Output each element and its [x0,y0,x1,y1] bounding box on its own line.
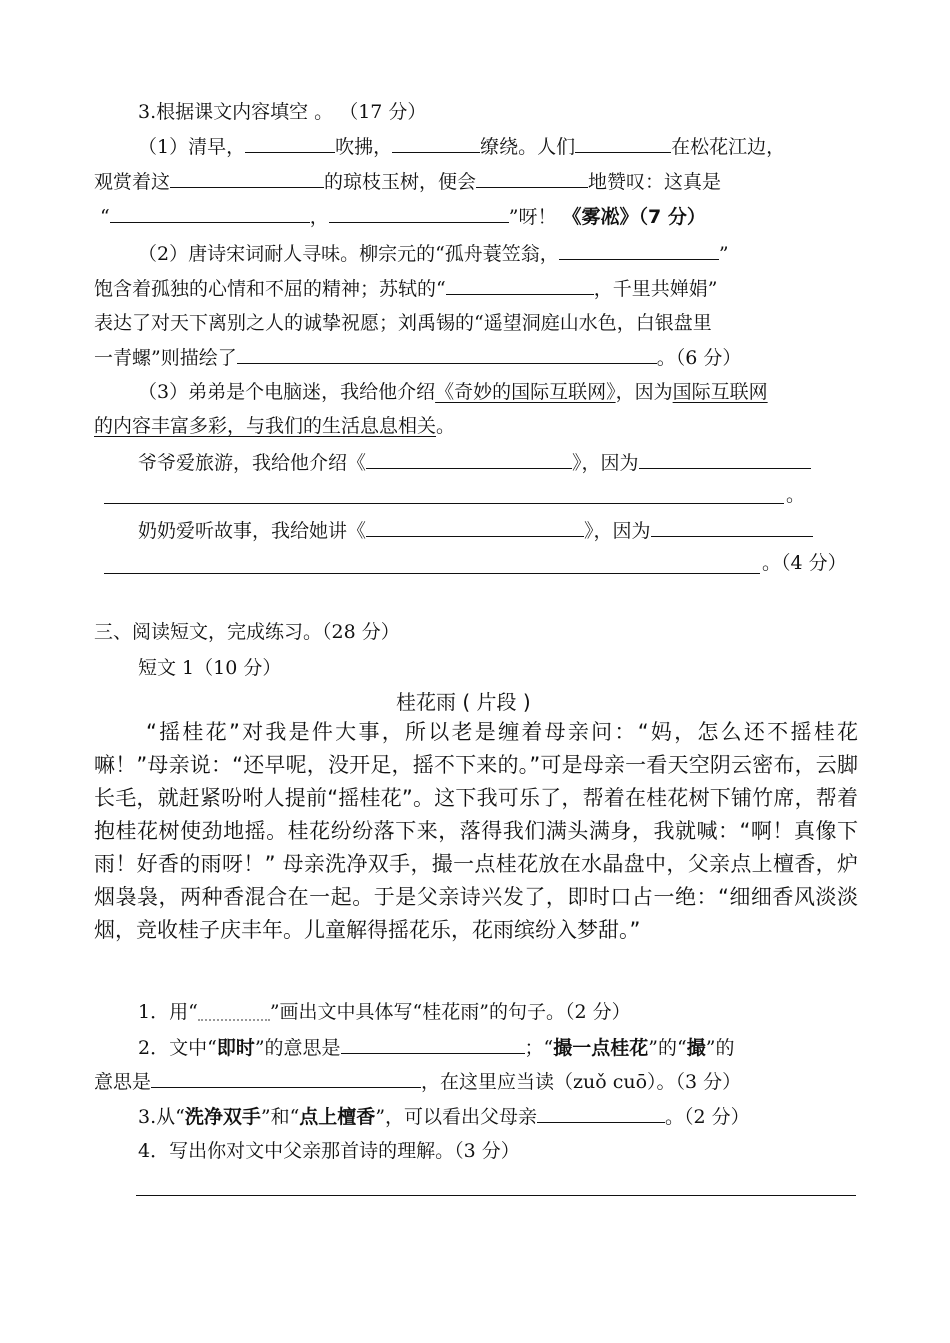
question-text: 意思是 [94,1071,152,1093]
blank-field[interactable] [366,516,584,537]
q3-p2-text: 。（6 分） [656,347,742,369]
q3-p2-text: 一青螺”则描绘了 [94,347,237,369]
q3-p2-line2 [94,274,717,303]
question-1 [138,998,631,1026]
q3-p3-grandpa [138,448,811,477]
passage-text: “摇桂花”对我是件大事，所以老是缠着母亲问：“妈，怎么还不摇桂花嘛！”母亲说：“还早呢，没开足，摇不下来的。”可是母亲一看天空阴云密布，云脚长毛，就赶紧吩咐人提前“摇桂花”。这下我可乐了，帮着在桂花树下铺竹席，帮着抱桂花树使劲地摇。桂花纷纷落下来，落得我们满头满身，我就喊：“啊！真像下雨！好香的雨呀！” 母亲洗净双手，撮一点桂花放在水晶盘中，父亲点上檀香，炉烟袅袅，两种香混合在一起。于是父亲诗兴发了，即时口占一绝：“细细香风淡淡烟，竞收桂子庆丰年。儿童解得摇花乐，花雨缤纷入梦甜。” [94,720,858,942]
blank-field[interactable] [245,132,335,153]
question-keyword: 即时 [216,1037,255,1059]
blank-field[interactable] [110,202,310,223]
q3-p3-text: 》，因为 [584,520,651,542]
blank-field[interactable] [392,132,480,153]
q3-p1-text: 观赏着这 [94,171,171,193]
blank-field[interactable] [651,516,813,537]
q3-p3-text: 。 [436,415,456,437]
q3-p2-line3: 表达了对天下离别之人的诚挚祝愿；刘禹锡的“遥望洞庭山水色，白银盘里 [94,312,712,334]
question-keyword: 撮 [686,1037,706,1059]
q3-p3-grandma [138,516,813,545]
q3-p2-text: ，千里共婵娟” [593,278,718,300]
q3-p1-line3 [100,202,706,231]
q3-p1-text: ”呀！ [508,206,563,228]
q3-p1-text: （1）清早， [138,136,246,158]
q3-p2-text: 饱含着孤独的心情和不屈的精神；苏轼的“ [94,278,446,300]
blank-field[interactable] [366,448,572,469]
q3-p3-text: 》，因为 [572,452,639,474]
question-3 [138,1102,750,1131]
answer-line[interactable] [104,503,784,504]
q3-p1-text: 吹拂， [335,136,393,158]
blank-field[interactable] [341,1033,525,1054]
q3-p1-line1 [138,132,785,161]
passage-title: 桂花雨 ( 片段 ) [396,690,531,714]
blank-field[interactable] [170,167,324,188]
question-2-line2 [94,1067,741,1096]
question-text: 2．文中“ [138,1037,217,1059]
q3-p2-line1 [138,239,729,268]
question-text: 。（2 分） [665,1106,750,1128]
q3-p1-text: “ [100,206,110,228]
passage-subheading: 短文 1（10 分） [138,657,282,679]
question-keyword: 洗净双手 [184,1106,261,1128]
question-text: ，在这里应当读（zuǒ cuō）。（3 分） [421,1071,742,1093]
q3-p1-source: 《雾凇》（7 分） [562,206,706,228]
question-keyword: 撮一点桂花 [553,1037,649,1059]
blank-field[interactable] [446,274,594,295]
question-text: ；“ [524,1037,554,1059]
q3-p3-line1 [138,378,768,406]
blank-field[interactable] [151,1067,421,1088]
blank-field[interactable] [237,343,657,364]
q3-p1-text: 地赞叹：这真是 [588,171,722,193]
q3-p3-text: ，因为 [615,381,673,403]
blank-field[interactable] [559,239,719,260]
q3-p1-text: 在松花江边， [671,136,786,158]
question-text: ”的 [705,1037,735,1059]
question-text: ”画出文中具体写“桂花雨”的句子。（2 分） [269,1001,631,1023]
q3-p3-reason: 的内容丰富多彩，与我们的生活息息相关 [94,415,437,437]
q3-p1-text: 缭绕。人们 [480,136,576,158]
q3-p3-reason: 国际互联网 [672,381,768,403]
q3-p3-text: （3）弟弟是个电脑迷，我给他介绍 [138,381,436,403]
q3-p3-text: 爷爷爱旅游，我给他介绍《 [138,452,367,474]
q3-p3-score: 。（4 分） [762,552,847,574]
section3-heading: 三、阅读短文，完成练习。（28 分） [94,621,400,643]
question-text: 3.从“ [138,1106,185,1128]
blank-field[interactable] [476,167,588,188]
question-2-line1 [138,1033,734,1062]
question-text: ”，可以看出父母亲 [375,1106,538,1128]
question-text: ”和“ [260,1106,300,1128]
q3-p2-text: （2）唐诗宋词耐人寻味。柳宗元的“孤舟蓑笠翁， [138,243,559,265]
blank-field[interactable] [329,202,509,223]
period: 。 [786,484,806,506]
blank-field[interactable] [575,132,671,153]
answer-line[interactable] [104,573,760,574]
q3-p1-line2 [94,167,721,196]
q3-p3-book: 《奇妙的国际互联网》 [435,381,616,403]
q3-p2-line4 [94,343,741,372]
q3-p1-text: ， [309,206,329,228]
q3-p2-text: ” [718,243,729,265]
question-4: 4．写出你对文中父亲那首诗的理解。（3 分） [138,1140,520,1162]
blank-field[interactable] [639,448,811,469]
q3-p3-line2 [94,412,455,440]
q3-p3-text: 奶奶爱听故事，我给她讲《 [138,520,367,542]
blank-field[interactable] [537,1102,665,1123]
question-text: ”的“ [648,1037,687,1059]
question-keyword: 点上檀香 [299,1106,376,1128]
question-text: ”的意思是 [254,1037,341,1059]
q3-heading: 3.根据课文内容填空 。 （17 分） [138,101,427,123]
q3-p1-text: 的琼枝玉树，便会 [324,171,477,193]
wavy-line-mark [198,1005,270,1021]
answer-line[interactable] [136,1195,856,1196]
question-text: 1．用“ [138,1001,198,1023]
